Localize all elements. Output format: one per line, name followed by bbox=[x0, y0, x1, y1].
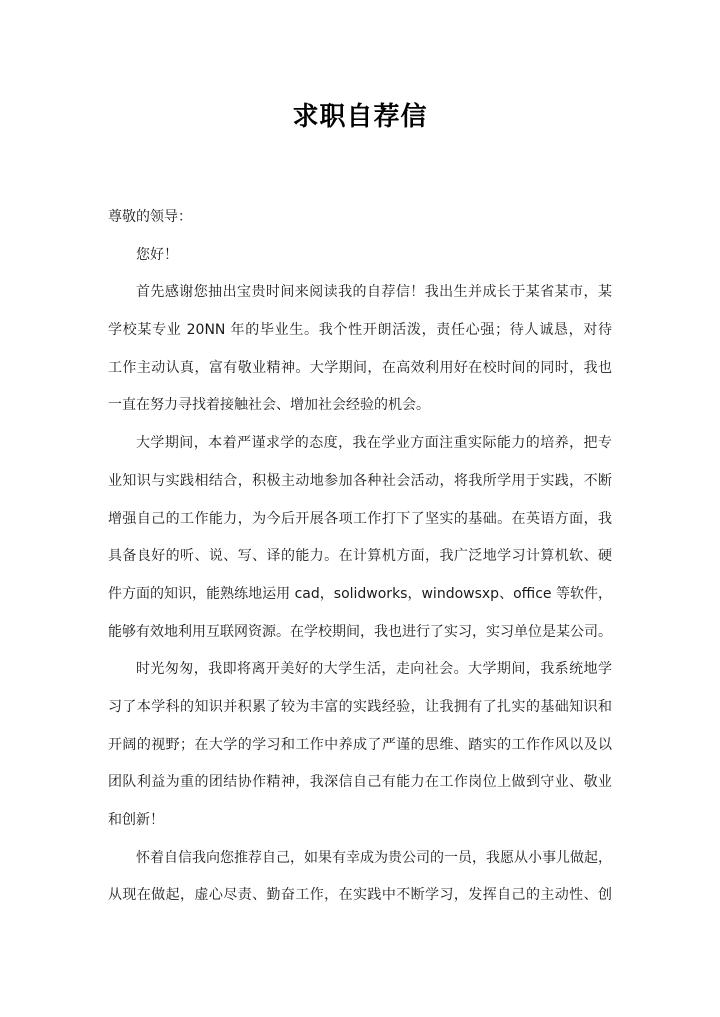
paragraph-3 bbox=[108, 651, 612, 839]
text-line: 一直在努力寻找着接触社会、增加社会经验的机会。 bbox=[108, 397, 430, 414]
text-line: 增强自己的工作能力，为今后开展各项工作打下了坚实的基础。在英语方面，我 bbox=[108, 510, 612, 527]
text-line: 件方面的知识，能熟练地运用 cad，solidworks，windowsxp、office 等软件， bbox=[108, 585, 612, 602]
text-line: 和创新！ bbox=[108, 812, 164, 828]
text-line: 习了本学科的知识并积累了较为丰富的实践经验，让我拥有了扎实的基础知识和 bbox=[108, 698, 612, 715]
greeting: 您好！ bbox=[136, 246, 178, 263]
text-line: 具备良好的听、说、写、译的能力。在计算机方面，我广泛地学习计算机软、硬 bbox=[108, 548, 612, 565]
paragraph-4 bbox=[108, 840, 612, 915]
salutation: 尊敬的领导： bbox=[108, 209, 192, 225]
text-line: 怀着自信我向您推荐自己，如果有幸成为贵公司的一员，我愿从小事儿做起， bbox=[136, 849, 612, 866]
text-line: 大学期间，本着严谨求学的态度，我在学业方面注重实际能力的培养，把专 bbox=[136, 435, 612, 452]
text-line: 开阔的视野；在大学的学习和工作中养成了严谨的思维、踏实的工作作风以及以 bbox=[108, 736, 612, 753]
text-line: 从现在做起，虚心尽责、勤奋工作，在实践中不断学习，发挥自己的主动性、创 bbox=[108, 887, 612, 904]
text-line: 首先感谢您抽出宝贵时间来阅读我的自荐信！我出生并成长于某省某市，某 bbox=[136, 284, 612, 301]
letter-body bbox=[108, 199, 612, 915]
page-title: 求职自荐信 bbox=[292, 102, 428, 132]
text-line: 团队利益为重的团结协作精神，我深信自己有能力在工作岗位上做到守业、敬业 bbox=[108, 774, 612, 791]
paragraph-2 bbox=[108, 425, 612, 651]
text-line: 业知识与实践相结合，积极主动地参加各种社会活动，将我所学用于实践，不断 bbox=[108, 472, 612, 489]
text-line: 工作主动认真，富有敬业精神。大学期间，在高效利用好在校时间的同时，我也 bbox=[108, 359, 612, 376]
text-line: 时光匆匆，我即将离开美好的大学生活，走向社会。大学期间，我系统地学 bbox=[136, 661, 612, 678]
paragraph-1 bbox=[108, 274, 612, 425]
text-line: 能够有效地利用互联网资源。在学校期间，我也进行了实习，实习单位是某公司。 bbox=[108, 623, 612, 640]
text-line: 学校某专业 20NN 年的毕业生。我个性开朗活泼，责任心强；待人诚恳，对待 bbox=[108, 322, 612, 339]
